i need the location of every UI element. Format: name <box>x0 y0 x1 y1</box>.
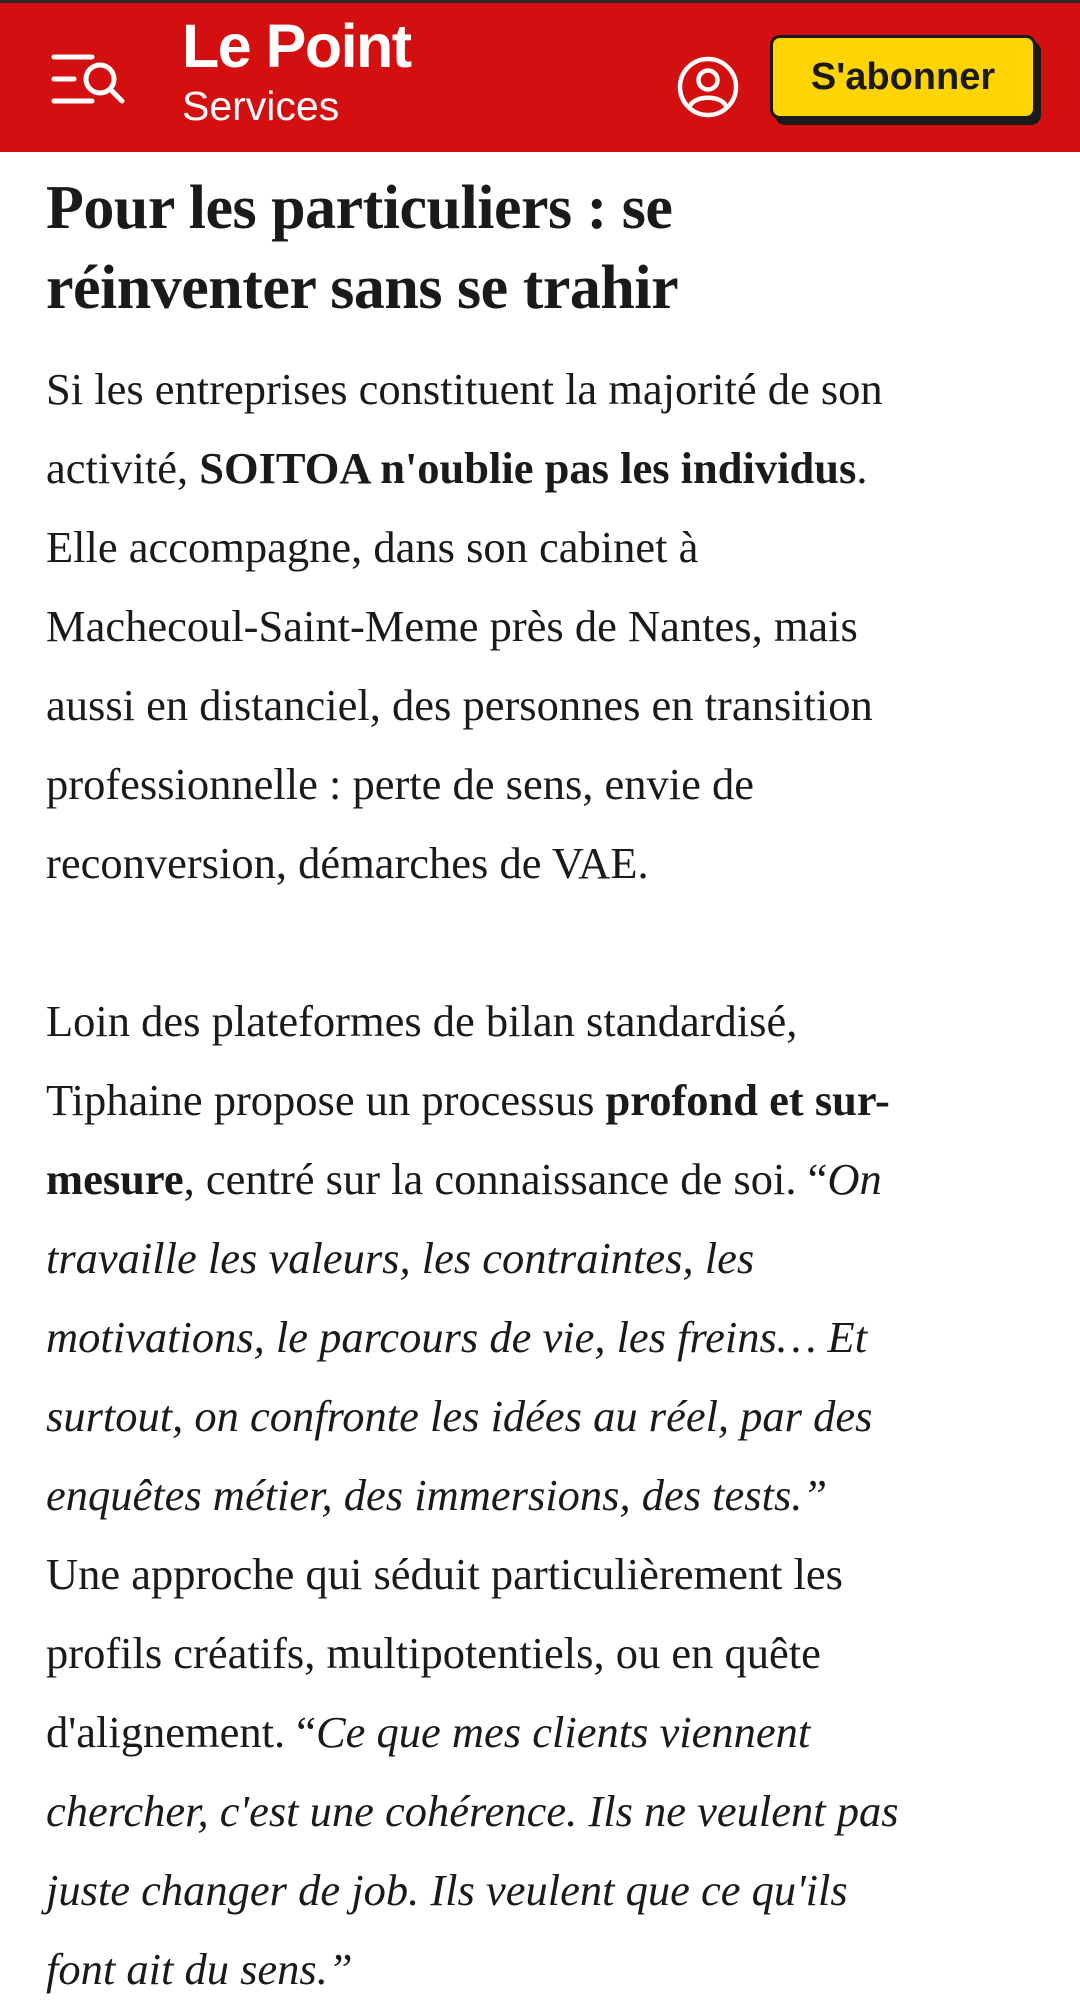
text-run: Tiphaine propose un processus <box>46 1075 606 1125</box>
text-line: Si les entreprises constituent la majorité de son <box>46 364 883 414</box>
menu-search-icon <box>50 49 132 113</box>
text-line: profils créatifs, multipotentiels, ou en quête <box>46 1628 821 1678</box>
subscribe-button[interactable]: S'abonner <box>770 35 1036 119</box>
section-headline <box>46 168 1026 328</box>
brand-section: Services <box>182 83 340 129</box>
quote-line: motivations, le parcours de vie, les freins… Et <box>46 1312 868 1362</box>
article-paragraph <box>46 982 1026 2009</box>
text-run: , centré sur la connaissance de soi. “ <box>183 1154 828 1204</box>
text-line: professionnelle : perte de sens, envie de <box>46 759 755 809</box>
site-header <box>0 0 1080 152</box>
quote-text: Ce que mes clients viennent <box>315 1707 811 1757</box>
text-run: activité, <box>46 443 200 493</box>
text-line: Loin des plateformes de bilan standardisé, <box>46 996 798 1046</box>
article-body <box>46 168 1026 2009</box>
text-line: Elle accompagne, dans son cabinet à <box>46 522 699 572</box>
user-account-icon <box>676 55 740 119</box>
menu-search-button[interactable] <box>50 49 132 113</box>
text-run: . <box>856 443 868 493</box>
text-line: Machecoul-Saint-Meme près de Nantes, mais <box>46 601 858 651</box>
article-paragraph <box>46 350 1026 903</box>
brand-logo[interactable] <box>182 11 562 141</box>
quote-text: On <box>827 1154 882 1204</box>
text-line: Une approche qui séduit particulièrement les <box>46 1549 844 1599</box>
text-line: aussi en distanciel, des personnes en transition <box>46 680 873 730</box>
brand-name: Le Point <box>182 12 411 80</box>
quote-line: enquêtes métier, des immersions, des tests.” <box>46 1470 828 1520</box>
headline-line: Pour les particuliers : se <box>46 174 673 242</box>
quote-line: surtout, on confronte les idées au réel, par des <box>46 1391 873 1441</box>
quote-line: font ait du sens.” <box>46 1944 353 1994</box>
bold-text: SOITOA n'oublie pas les individus <box>199 443 857 493</box>
headline-line: réinventer sans se trahir <box>46 254 679 322</box>
quote-line: chercher, c'est une cohérence. Ils ne veulent pas <box>46 1786 899 1836</box>
text-line <box>46 1140 1026 1219</box>
account-button[interactable] <box>676 55 740 119</box>
bold-text: profond et sur- <box>605 1075 890 1125</box>
text-line <box>46 1693 1026 1772</box>
text-line: reconversion, démarches de VAE. <box>46 838 649 888</box>
text-line <box>46 1061 1026 1140</box>
quote-line: travaille les valeurs, les contraintes, les <box>46 1233 755 1283</box>
text-run: d'alignement. “ <box>46 1707 316 1757</box>
quote-line: juste changer de job. Ils veulent que ce qu'ils <box>46 1865 848 1915</box>
bold-text: mesure <box>46 1154 184 1204</box>
text-line <box>46 429 1026 508</box>
